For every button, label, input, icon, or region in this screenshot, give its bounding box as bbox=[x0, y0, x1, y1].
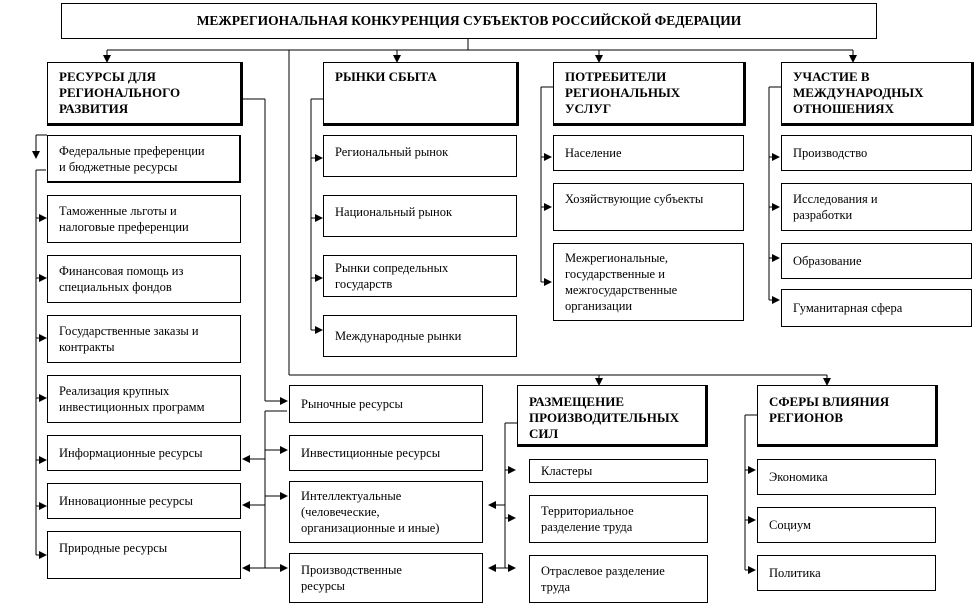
placement-item-sectoral-division: Отраслевое разделение труда bbox=[529, 555, 708, 603]
market-resources-item-investment: Инвестиционные ресурсы bbox=[289, 435, 483, 471]
resources-item-customs-benefits: Таможенные льготы и налоговые преференции bbox=[47, 195, 241, 243]
market-resources-item-intellectual: Интеллектуальные (человеческие, организационные и иные) bbox=[289, 481, 483, 543]
influence-item-politics: Политика bbox=[757, 555, 936, 591]
influence-item-society: Социум bbox=[757, 507, 936, 543]
intl-item-research: Исследования и разработки bbox=[781, 183, 972, 231]
resources-item-investment-programs: Реализация крупных инвестиционных программ bbox=[47, 375, 241, 423]
resources-header: РЕСУРСЫ ДЛЯ РЕГИОНАЛЬНОГО РАЗВИТИЯ bbox=[47, 62, 243, 126]
market-resources-item-market: Рыночные ресурсы bbox=[289, 385, 483, 423]
markets-item-national: Национальный рынок bbox=[323, 195, 517, 237]
influence-header: СФЕРЫ ВЛИЯНИЯ РЕГИОНОВ bbox=[757, 385, 938, 447]
placement-header: РАЗМЕЩЕНИЕ ПРОИЗВОДИТЕЛЬНЫХ СИЛ bbox=[517, 385, 708, 447]
resources-item-natural: Природные ресурсы bbox=[47, 531, 241, 579]
markets-header: РЫНКИ СБЫТА bbox=[323, 62, 519, 126]
intl-header: УЧАСТИЕ В МЕЖДУНАРОДНЫХ ОТНОШЕНИЯХ bbox=[781, 62, 974, 126]
consumers-header: ПОТРЕБИТЕЛИ РЕГИОНАЛЬНЫХ УСЛУГ bbox=[553, 62, 746, 126]
consumers-item-organizations: Межрегиональные, государственные и межгосударственные организации bbox=[553, 243, 744, 321]
resources-item-state-orders: Государственные заказы и контракты bbox=[47, 315, 241, 363]
intl-item-production: Производство bbox=[781, 135, 972, 171]
resources-item-information: Информационные ресурсы bbox=[47, 435, 241, 471]
influence-item-economy: Экономика bbox=[757, 459, 936, 495]
markets-item-regional: Региональный рынок bbox=[323, 135, 517, 177]
resources-item-innovation: Инновационные ресурсы bbox=[47, 483, 241, 519]
intl-item-education: Образование bbox=[781, 243, 972, 279]
resources-item-federal-preferences: Федеральные преференции и бюджетные ресурсы bbox=[47, 135, 241, 183]
consumers-item-business-entities: Хозяйствующие субъекты bbox=[553, 183, 744, 231]
market-resources-item-production: Производственные ресурсы bbox=[289, 553, 483, 603]
diagram-title: МЕЖРЕГИОНАЛЬНАЯ КОНКУРЕНЦИЯ СУБЪЕКТОВ РОССИЙСКОЙ ФЕДЕРАЦИИ bbox=[61, 3, 877, 39]
placement-item-clusters: Кластеры bbox=[529, 459, 708, 483]
intl-item-humanitarian: Гуманитарная сфера bbox=[781, 289, 972, 327]
markets-item-international: Международные рынки bbox=[323, 315, 517, 357]
markets-item-neighbor-states: Рынки сопредельных государств bbox=[323, 255, 517, 297]
consumers-item-population: Население bbox=[553, 135, 744, 171]
placement-item-territorial-division: Территориальное разделение труда bbox=[529, 495, 708, 543]
resources-item-financial-aid: Финансовая помощь из специальных фондов bbox=[47, 255, 241, 303]
